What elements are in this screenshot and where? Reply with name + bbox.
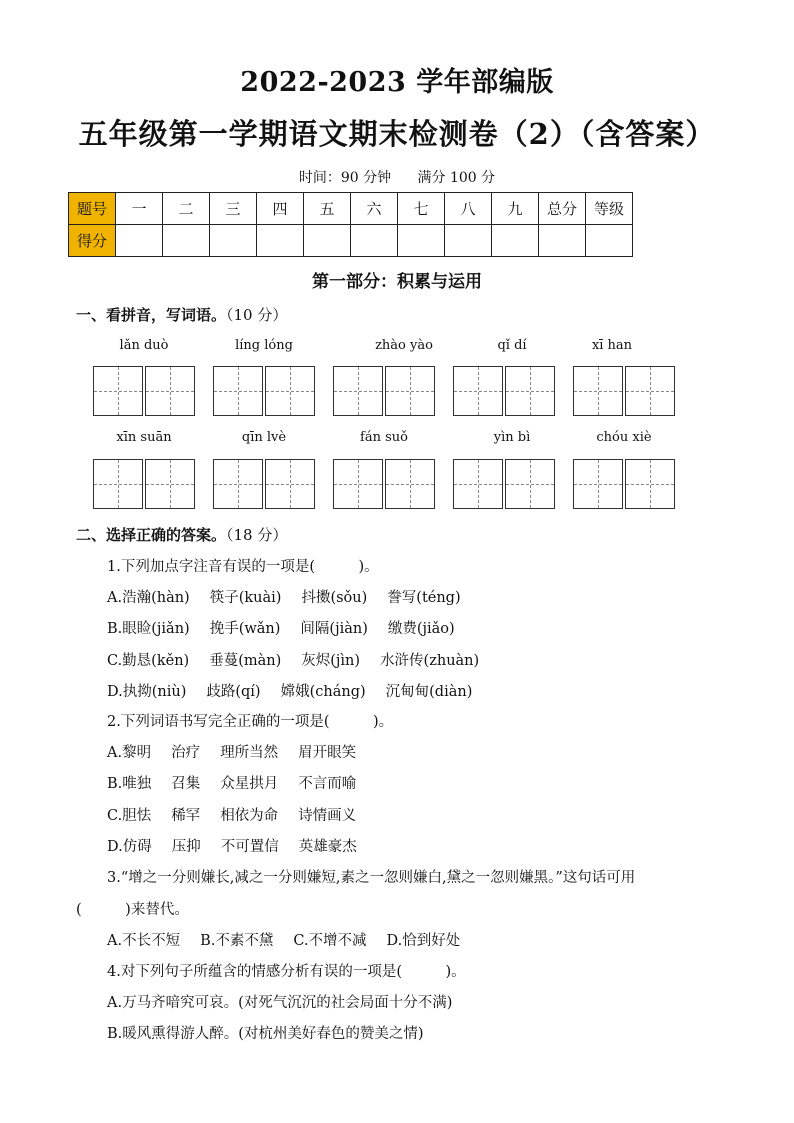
score-table bbox=[68, 192, 633, 257]
question-3-option-d[interactable]: D.恰到好处 bbox=[386, 933, 461, 949]
section2-points: （18 分） bbox=[226, 526, 288, 544]
tian-cell[interactable] bbox=[93, 366, 143, 416]
option-text: C.胆怯 bbox=[107, 808, 152, 824]
section1-title: 一、看拼音，写词语。 bbox=[76, 306, 227, 324]
tian-cell[interactable] bbox=[453, 366, 503, 416]
tian-cell[interactable] bbox=[505, 366, 555, 416]
score-input-cell[interactable] bbox=[539, 225, 586, 257]
pinyin-label: yìn bì bbox=[493, 430, 531, 445]
option-text: 水浒传(zhuàn) bbox=[380, 653, 480, 669]
option-text: 相依为命 bbox=[220, 808, 279, 824]
pinyin-label: lǎn duò bbox=[119, 338, 169, 353]
option-text: D.仿碍 bbox=[107, 839, 152, 855]
question-2-option-b[interactable] bbox=[107, 772, 376, 793]
option-text: 众星拱月 bbox=[220, 776, 279, 792]
option-text: 治疗 bbox=[171, 745, 201, 761]
score-input-cell[interactable] bbox=[492, 225, 539, 257]
score-input-cell[interactable] bbox=[116, 225, 163, 257]
tian-cell[interactable] bbox=[385, 459, 435, 509]
writing-grid[interactable] bbox=[93, 366, 195, 416]
score-table-cell: 一 bbox=[116, 193, 163, 225]
option-text: A.黎明 bbox=[107, 745, 152, 761]
section2-title: 二、选择正确的答案。 bbox=[76, 526, 227, 544]
option-text: 抖擞(sǒu) bbox=[301, 590, 368, 606]
tian-cell[interactable] bbox=[385, 366, 435, 416]
option-text: A.浩瀚(hàn) bbox=[107, 590, 190, 606]
option-text: 不可置信 bbox=[220, 839, 279, 855]
section2-heading bbox=[76, 524, 287, 545]
question-2-stem: 2.下列词语书写完全正确的一项是( )。 bbox=[107, 714, 394, 730]
question-2-option-d[interactable] bbox=[107, 835, 377, 856]
question-4-option-a[interactable]: A.万马齐喑究可哀。(对死气沉沉的社会局面十分不满) bbox=[107, 995, 453, 1011]
option-text: 歧路(qí) bbox=[206, 684, 261, 700]
tian-cell[interactable] bbox=[145, 366, 195, 416]
question-3-option-c[interactable]: C.不增不减 bbox=[293, 933, 367, 949]
score-input-cell[interactable] bbox=[163, 225, 210, 257]
pinyin-label: xīn suān bbox=[116, 430, 172, 445]
score-table-header-row bbox=[69, 193, 633, 225]
option-text: 缴费(jiǎo) bbox=[387, 621, 455, 637]
tian-cell[interactable] bbox=[505, 459, 555, 509]
writing-grid[interactable] bbox=[573, 366, 675, 416]
question-2-option-c[interactable] bbox=[107, 804, 376, 825]
score-table-cell: 总分 bbox=[539, 193, 586, 225]
pinyin-label: zhào yào bbox=[375, 338, 433, 353]
score-table-cell: 七 bbox=[398, 193, 445, 225]
question-1-option-a[interactable] bbox=[107, 586, 481, 607]
option-text: 稀罕 bbox=[171, 808, 201, 824]
option-text: 召集 bbox=[171, 776, 201, 792]
option-text: 嫦娥(cháng) bbox=[280, 684, 366, 700]
option-text: 筷子(kuài) bbox=[209, 590, 282, 606]
tian-cell[interactable] bbox=[625, 366, 675, 416]
question-3-option-b[interactable]: B.不素不黛 bbox=[200, 933, 274, 949]
writing-grid[interactable] bbox=[93, 459, 195, 509]
pinyin-label: qīn lvè bbox=[241, 430, 287, 445]
writing-grid[interactable] bbox=[213, 366, 315, 416]
pinyin-label: xī han bbox=[591, 338, 633, 353]
writing-grid[interactable] bbox=[213, 459, 315, 509]
score-input-cell[interactable] bbox=[304, 225, 351, 257]
option-text: D.执拗(niù) bbox=[107, 684, 187, 700]
option-text: B.眼睑(jiǎn) bbox=[107, 621, 190, 637]
tian-cell[interactable] bbox=[453, 459, 503, 509]
writing-grid[interactable] bbox=[453, 459, 555, 509]
tian-cell[interactable] bbox=[265, 459, 315, 509]
option-text: B.唯独 bbox=[107, 776, 152, 792]
writing-grid[interactable] bbox=[453, 366, 555, 416]
question-1-option-d[interactable] bbox=[107, 680, 492, 701]
option-text: 压抑 bbox=[171, 839, 201, 855]
exam-time: 时间：90 分钟 bbox=[298, 170, 392, 186]
option-text: 誊写(téng) bbox=[387, 590, 461, 606]
score-table-cell: 得分 bbox=[69, 225, 116, 257]
score-table-cell: 等级 bbox=[586, 193, 633, 225]
question-2-option-a[interactable] bbox=[107, 741, 376, 762]
question-3-options bbox=[107, 929, 480, 950]
score-table-cell: 五 bbox=[304, 193, 351, 225]
score-input-cell[interactable] bbox=[210, 225, 257, 257]
pinyin-label: fán suǒ bbox=[360, 430, 408, 445]
option-text: 挽手(wǎn) bbox=[209, 621, 281, 637]
tian-cell[interactable] bbox=[213, 459, 263, 509]
option-text: 诗情画义 bbox=[298, 808, 357, 824]
tian-cell[interactable] bbox=[573, 459, 623, 509]
question-1-option-b[interactable] bbox=[107, 617, 475, 638]
question-1-option-c[interactable] bbox=[107, 649, 499, 670]
score-input-cell[interactable] bbox=[351, 225, 398, 257]
tian-cell[interactable] bbox=[625, 459, 675, 509]
writing-grid[interactable] bbox=[333, 366, 435, 416]
tian-cell[interactable] bbox=[333, 459, 383, 509]
option-text: 不言而喻 bbox=[298, 776, 357, 792]
question-3-option-a[interactable]: A.不长不短 bbox=[107, 933, 181, 949]
question-3-stem-line1: 3.“增之一分则嫌长,减之一分则嫌短,素之一忽则嫌白,黛之一忽则嫌黑。”这句话可用 bbox=[107, 870, 636, 886]
question-3-stem-line2: ( )来替代。 bbox=[76, 902, 189, 918]
pinyin-label: qǐ dí bbox=[497, 338, 527, 353]
option-text: 沉甸甸(diàn) bbox=[385, 684, 473, 700]
option-text: 理所当然 bbox=[220, 745, 279, 761]
tian-cell[interactable] bbox=[265, 366, 315, 416]
tian-cell[interactable] bbox=[145, 459, 195, 509]
score-input-cell[interactable] bbox=[398, 225, 445, 257]
score-table-cell: 六 bbox=[351, 193, 398, 225]
section1-heading bbox=[76, 304, 287, 325]
score-input-cell[interactable] bbox=[257, 225, 304, 257]
title-line1: 2022-2023 学年部编版 bbox=[240, 67, 554, 98]
score-table-cell: 二 bbox=[163, 193, 210, 225]
writing-grid[interactable] bbox=[333, 459, 435, 509]
question-4-stem: 4.对下列句子所蕴含的情感分析有误的一项是( )。 bbox=[107, 964, 466, 980]
score-table-cell: 三 bbox=[210, 193, 257, 225]
exam-meta bbox=[0, 167, 794, 187]
question-1-stem: 1.下列加点字注音有误的一项是( )。 bbox=[107, 559, 379, 575]
option-text: 眉开眼笑 bbox=[298, 745, 357, 761]
tian-cell[interactable] bbox=[213, 366, 263, 416]
pinyin-label: chóu xiè bbox=[596, 430, 652, 445]
score-table-cell: 题号 bbox=[69, 193, 116, 225]
tian-cell[interactable] bbox=[333, 366, 383, 416]
question-4-option-b[interactable]: B.暖风熏得游人醉。(对杭州美好春色的赞美之情) bbox=[107, 1026, 424, 1042]
exam-full-score: 满分 100 分 bbox=[417, 170, 496, 186]
score-table-cell: 九 bbox=[492, 193, 539, 225]
option-text: 英雄豪杰 bbox=[298, 839, 357, 855]
score-input-cell[interactable] bbox=[445, 225, 492, 257]
option-text: 间隔(jiàn) bbox=[300, 621, 368, 637]
tian-cell[interactable] bbox=[573, 366, 623, 416]
writing-grid[interactable] bbox=[573, 459, 675, 509]
score-table-cell: 八 bbox=[445, 193, 492, 225]
option-text: C.勤恳(kěn) bbox=[107, 653, 190, 669]
pinyin-label: líng lóng bbox=[235, 338, 293, 353]
option-text: 垂蔓(màn) bbox=[209, 653, 282, 669]
title-line2: 五年级第一学期语文期末检测卷（2）（含答案） bbox=[78, 117, 716, 151]
score-input-cell[interactable] bbox=[586, 225, 633, 257]
score-table-score-row bbox=[69, 225, 633, 257]
section1-points: （10 分） bbox=[226, 306, 288, 324]
score-table-cell: 四 bbox=[257, 193, 304, 225]
part1-title: 第一部分：积累与运用 bbox=[312, 272, 482, 292]
tian-cell[interactable] bbox=[93, 459, 143, 509]
option-text: 灰烬(jìn) bbox=[301, 653, 361, 669]
